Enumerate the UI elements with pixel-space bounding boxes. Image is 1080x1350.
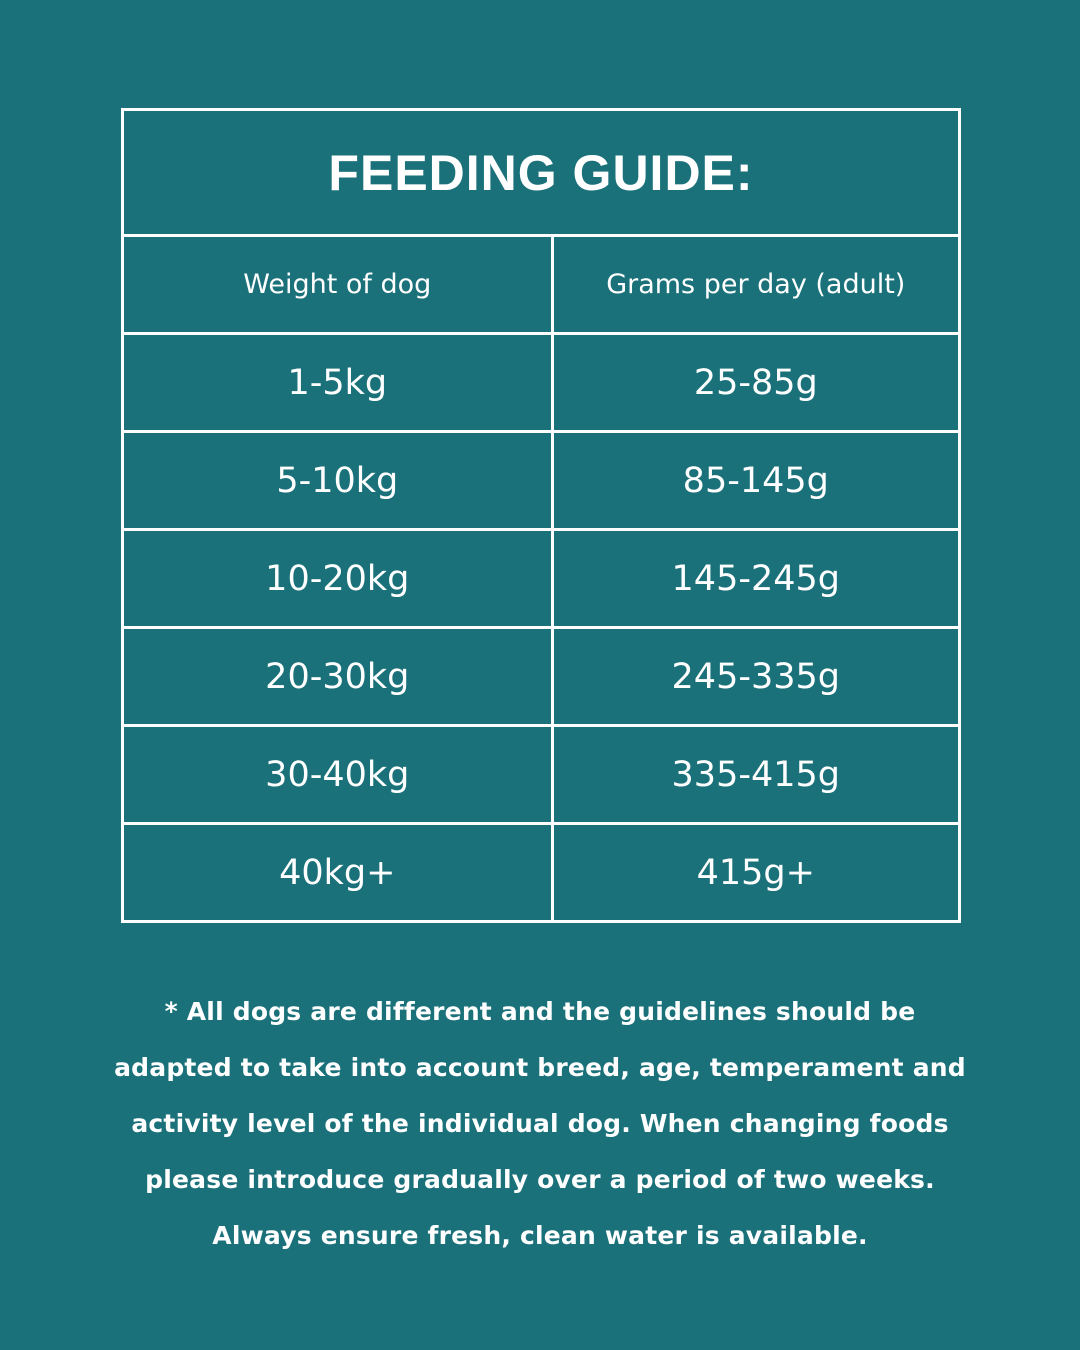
grams-cell: 85-145g (552, 432, 959, 530)
grams-cell: 25-85g (552, 334, 959, 432)
feeding-guide-table (121, 108, 961, 923)
weight-cell: 10-20kg (123, 530, 553, 628)
column-header-grams: Grams per day (adult) (552, 236, 959, 334)
weight-cell: 5-10kg (123, 432, 553, 530)
table-row (123, 334, 960, 432)
grams-cell: 335-415g (552, 726, 959, 824)
column-header-weight: Weight of dog (123, 236, 553, 334)
table-row (123, 530, 960, 628)
grams-cell: 245-335g (552, 628, 959, 726)
header-row (123, 236, 960, 334)
weight-cell: 30-40kg (123, 726, 553, 824)
table-row (123, 824, 960, 922)
table-row (123, 726, 960, 824)
grams-cell: 145-245g (552, 530, 959, 628)
weight-cell: 40kg+ (123, 824, 553, 922)
title-row (123, 110, 960, 236)
footnote: * All dogs are different and the guidelines should be adapted to take into account breed, age, temperament and activity level of the individual dog. When changing foods please introduce gradually over a period of two weeks. Always ensure fresh, clean water is available. (114, 997, 966, 1250)
feeding-guide-title: FEEDING GUIDE: (123, 110, 960, 236)
weight-cell: 1-5kg (123, 334, 553, 432)
table-row (123, 628, 960, 726)
weight-cell: 20-30kg (123, 628, 553, 726)
grams-cell: 415g+ (552, 824, 959, 922)
table-row (123, 432, 960, 530)
